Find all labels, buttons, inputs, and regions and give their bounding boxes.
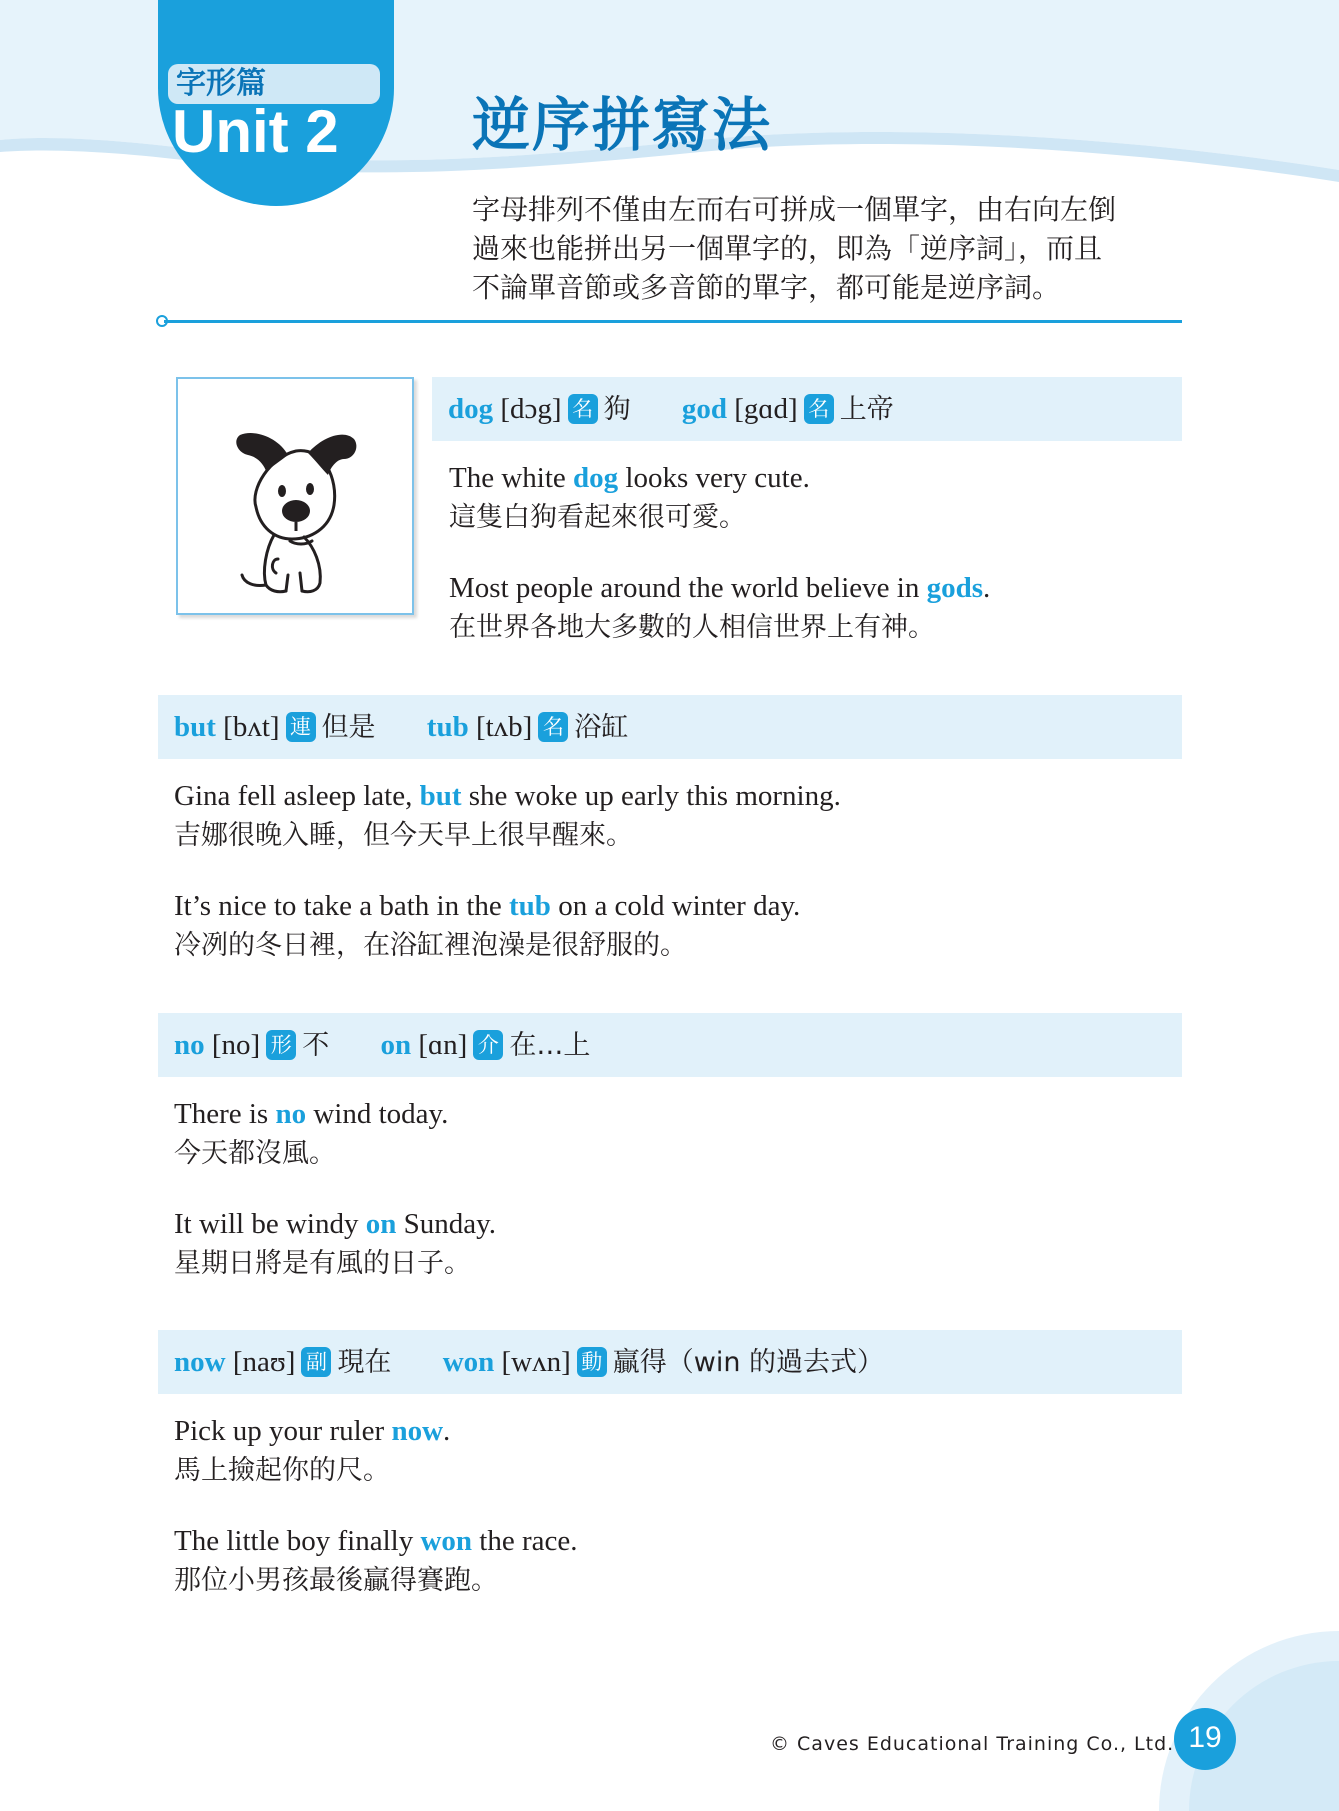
example-sentence: There is no wind today. 今天都沒風。: [174, 1094, 448, 1174]
headword: on: [380, 1029, 412, 1061]
meaning: 在…上: [509, 1030, 591, 1061]
example-sentence: Pick up your ruler now. 馬上撿起你的尺。: [174, 1411, 450, 1491]
pos-badge: 名: [568, 394, 598, 424]
word-pair-bar: [432, 377, 1182, 441]
example-sentence: It’s nice to take a bath in the tub on a cold winter day. 冷冽的冬日裡，在浴缸裡泡澡是很舒服的。: [174, 886, 800, 966]
word-pair-bar: [158, 695, 1182, 759]
meaning: 上帝: [839, 394, 894, 425]
copyright-notice: © Caves Educational Training Co., Ltd.: [770, 1733, 1175, 1755]
category-label: 字形篇: [168, 64, 380, 104]
translation: 這隻白狗看起來很可愛。: [449, 502, 746, 533]
word-pair-bar: [158, 1330, 1182, 1394]
divider-line: [164, 320, 1182, 323]
highlight-word: no: [275, 1098, 307, 1130]
meaning: 狗: [603, 394, 631, 425]
page-number: 19: [1174, 1708, 1236, 1770]
highlight-word: on: [365, 1208, 397, 1240]
highlight-word: dog: [573, 462, 619, 494]
phonetic: [tʌb]: [475, 711, 533, 743]
meaning: 不: [302, 1030, 330, 1061]
intro-line: 不論單音節或多音節的單字，都可能是逆序詞。: [472, 271, 1061, 304]
dog-illustration: [176, 377, 414, 615]
headword: won: [442, 1346, 495, 1378]
highlight-word: gods: [926, 572, 984, 604]
phonetic: [ɑn]: [418, 1029, 468, 1061]
headword: tub: [426, 711, 469, 743]
pos-badge: 連: [286, 712, 316, 742]
example-sentence: The white dog looks very cute. 這隻白狗看起來很可愛。: [449, 458, 810, 538]
pos-badge: 介: [473, 1030, 503, 1060]
headword: god: [681, 393, 727, 425]
highlight-word: tub: [509, 890, 551, 922]
translation: 今天都沒風。: [174, 1138, 336, 1169]
translation: 馬上撿起你的尺。: [174, 1455, 390, 1486]
meaning: 浴缸: [574, 712, 629, 743]
headword: dog: [448, 393, 494, 425]
pos-badge: 動: [577, 1347, 607, 1377]
translation: 那位小男孩最後贏得賽跑。: [174, 1565, 498, 1596]
highlight-word: but: [419, 780, 462, 812]
pos-badge: 副: [301, 1347, 331, 1377]
headword: now: [174, 1346, 226, 1378]
headword: but: [174, 711, 216, 743]
intro-line: 過來也能拼出另一個單字的，即為「逆序詞」，而且: [472, 232, 1103, 265]
unit-label: Unit 2: [172, 98, 339, 165]
translation: 冷冽的冬日裡，在浴缸裡泡澡是很舒服的。: [174, 930, 687, 961]
phonetic: [dɔg]: [500, 393, 562, 425]
meaning: 贏得（win 的過去式）: [612, 1347, 885, 1378]
phonetic: [gɑd]: [734, 393, 798, 425]
example-sentence: Gina fell asleep late, but she woke up early this morning. 吉娜很晚入睡，但今天早上很早醒來。: [174, 776, 841, 856]
highlight-word: now: [391, 1415, 444, 1447]
example-sentence: It will be windy on Sunday. 星期日將是有風的日子。: [174, 1204, 496, 1284]
phonetic: [wʌn]: [501, 1346, 571, 1378]
dog-icon: [178, 379, 412, 613]
corner-wave-decoration: [1139, 1611, 1339, 1811]
pos-badge: 名: [538, 712, 568, 742]
phonetic: [no]: [211, 1029, 261, 1061]
intro-paragraph: [472, 190, 1192, 307]
highlight-word: won: [420, 1525, 473, 1557]
translation: 在世界各地大多數的人相信世界上有神。: [449, 612, 935, 643]
intro-line: 字母排列不僅由左而右可拼成一個單字，由右向左倒: [472, 193, 1117, 226]
page-title: 逆序拼寫法: [472, 91, 773, 159]
translation: 吉娜很晚入睡，但今天早上很早醒來。: [174, 820, 633, 851]
pos-badge: 名: [804, 394, 834, 424]
meaning: 現在: [337, 1347, 392, 1378]
phonetic: [naʊ]: [232, 1346, 296, 1378]
example-sentence: Most people around the world believe in gods. 在世界各地大多數的人相信世界上有神。: [449, 568, 990, 648]
phonetic: [bʌt]: [223, 711, 280, 743]
meaning: 但是: [321, 712, 376, 743]
translation: 星期日將是有風的日子。: [174, 1248, 471, 1279]
headword: no: [174, 1029, 205, 1061]
word-pair-bar: [158, 1013, 1182, 1077]
example-sentence: The little boy finally won the race. 那位小男孩最後贏得賽跑。: [174, 1521, 577, 1601]
pos-badge: 形: [266, 1030, 296, 1060]
